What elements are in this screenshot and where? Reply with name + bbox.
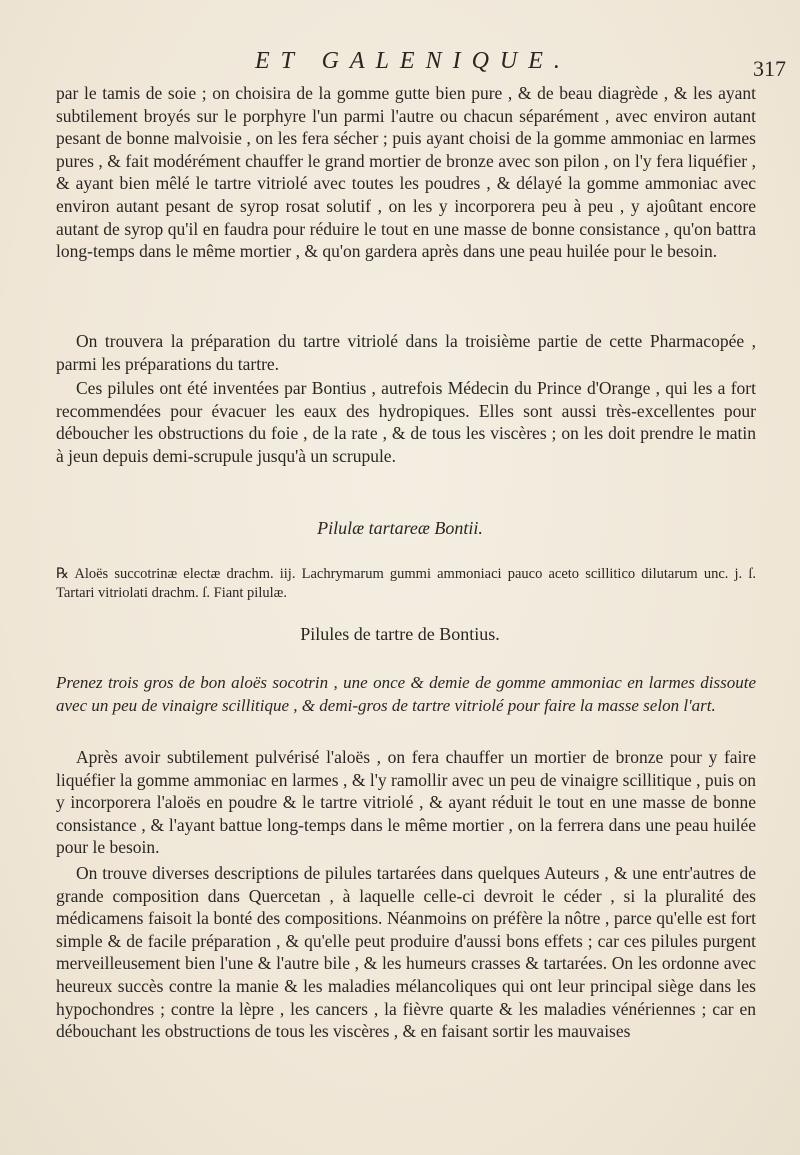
- recipe-latin-title: Pilulæ tartareæ Bontii.: [317, 518, 483, 538]
- paragraph-method-text: Après avoir subtilement pulvérisé l'aloës , on fera chauffer un mortier de bronze pour y faire liquéfier la gomme ammoniac en larmes , & l'y ramollir avec un peu de vinaigre scillitique , puis on y incorporera l'aloës en poudre & le tartre vitriolé , & ayant réduit le tout en une masse de bonne consistance , & l'ayant battue long-temps dans le même mortier , on la ferrera dans une peau huilée pour le besoin.: [56, 747, 756, 858]
- page-number: 317: [753, 56, 786, 81]
- running-title: ET GALENIQUE.: [255, 48, 571, 74]
- paragraph-reference-text: On trouvera la préparation du tartre vitriolé dans la troisième partie de cette Pharmacopée , parmi les préparations du tartre.: [56, 331, 756, 374]
- recipe-latin-text: ℞ Aloës succotrinæ electæ drachm. iij. Lachrymarum gummi ammoniaci pauco aceto scillitico dilutarum unc. j. ſ. Tartari vitriolati drachm. ſ. Fiant pilulæ.: [56, 566, 756, 601]
- recipe-french-text: Prenez trois gros de bon aloës socotrin , une once & demie de gomme ammoniac en larmes dissoute avec un peu de vinaigre scillitique , & demi-gros de tartre vitriolé pour faire la masse selon l'art.: [56, 673, 756, 715]
- paragraph-reference: [56, 330, 756, 375]
- recipe-french-title: Pilules de tartre de Bontius.: [300, 624, 500, 644]
- paragraph-method: [56, 746, 756, 859]
- paragraph-virtues-text: On trouve diverses descriptions de pilules tartarées dans quelques Auteurs , & une entr'autres de grande composition dans Quercetan , à laquelle celle-ci devroit le céder , si la pluralité des médicamens faisoit la bonté des compositions. Néanmoins on préfère la nôtre , parce qu'elle est fort simple & de facile préparation , & qu'elle peut produire d'aussi bons effets ; car ces pilules purgent merveilleusement bien l'une & l'autre bile , & les humeurs crasses & tartarées. On les ordonne avec heureux succès contre la manie & les maladies mélancoliques qui ont leur principal siège dans les hypochondres ; contre la lèpre , les cancers , la fièvre quarte & les maladies vénériennes ; car en débouchant les obstructions de tous les viscères , & en faisant sortir les mauvaises: [56, 863, 756, 1042]
- paragraph-preparation: par le tamis de soie ; on choisira de la gomme gutte bien pure , & de beau diagrède , & les ayant subtilement broyés sur le porphyre l'un parmi l'autre ou chacun séparément , avec environ autant pesant de bonne malvoisie , on les fera sécher ; puis ayant choisi de la gomme ammoniac en larmes pures , & fait modérément chauffer le grand mortier de bronze avec son pilon , on l'y fera liquéfier , & ayant bien mêlé le tartre vitriolé avec toutes les poudres , & délayé la gomme ammoniac avec environ autant pesant de syrop rosat solutif , on les y incorporera peu à peu , y ajoûtant encore autant de syrop qu'il en faudra pour réduire le tout en une masse de bonne consistance , qu'on battra long-temps dans le même mortier , & qu'on gardera après dans une peau huilée pour le besoin.: [56, 83, 756, 262]
- paragraph-bontius-origin: [56, 377, 756, 467]
- paragraph-virtues: [56, 862, 756, 1043]
- paragraph-bontius-origin-text: Ces pilules ont été inventées par Bontius , autrefois Médecin du Prince d'Orange , qui les a fort recommendées pour évacuer les eaux des hydropiques. Elles sont aussi très-excellentes pour déboucher les obstructions du foie , de la rate , & de tous les viscères ; on les doit prendre le matin à jeun depuis demi-scrupule jusqu'à un scrupule.: [56, 378, 756, 466]
